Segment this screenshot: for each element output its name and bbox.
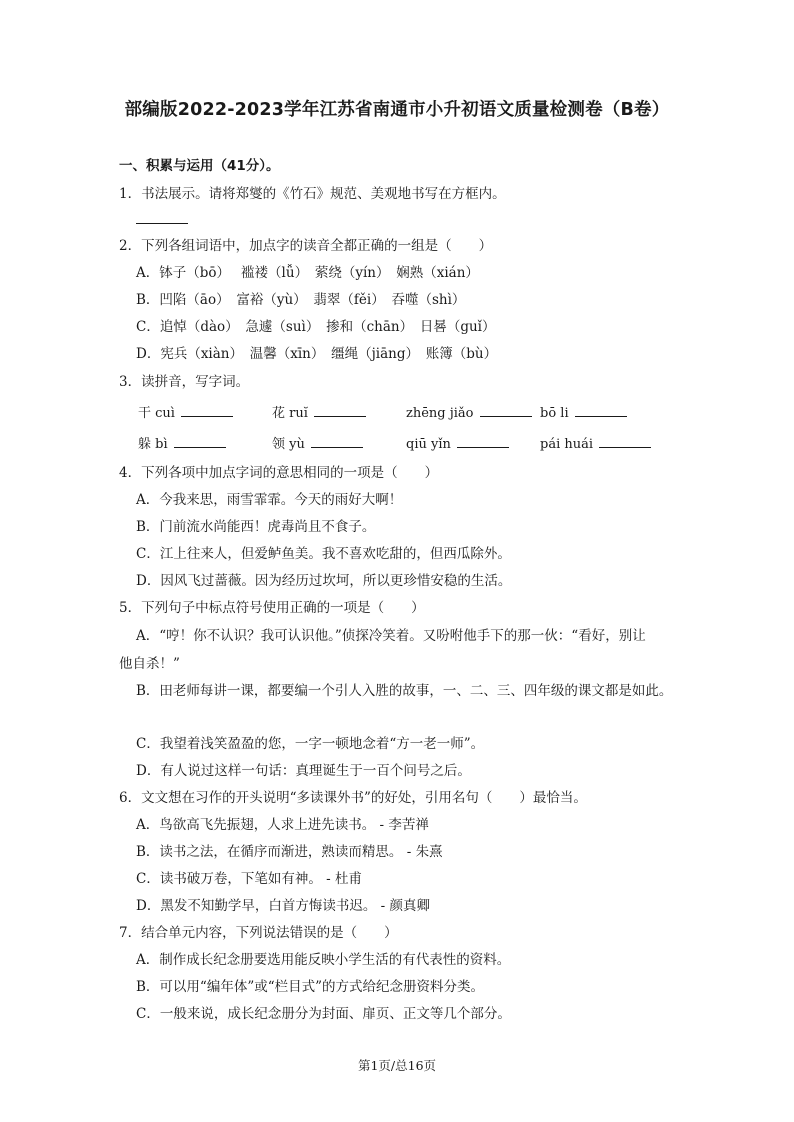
option-b: B．凹陷（āo） 富裕（yù） 翡翠（fěi） 吞噬（shì） (136, 292, 466, 308)
option-a: A．“哼！你不认识？我可认识他。”侦探冷笑着。又吩咐他手下的那一伙：“看好，别让 (136, 628, 646, 644)
pinyin-item: qiū yǐn (406, 435, 509, 454)
question-1: 1．书法展示。请将郑燮的《竹石》规范、美观地书写在方框内。 (119, 186, 506, 202)
pinyin-item: bō li (540, 404, 627, 423)
question-5: 5．下列句子中标点符号使用正确的一项是（ ） (119, 600, 425, 616)
answer-blank (136, 211, 188, 229)
option-b: B．门前流水尚能西！虎毒尚且不食子。 (136, 519, 376, 535)
option-a-continued: 他自杀！” (119, 656, 180, 672)
option-a: A．钵子（bō） 褴褛（lǚ） 萦绕（yín） 娴熟（xián） (136, 265, 479, 281)
answer-line (480, 404, 532, 417)
answer-line (181, 404, 233, 417)
page-number: 第1页/总16页 (357, 1058, 437, 1073)
option-a: A．今我来思，雨雪霏霏。今天的雨好大啊！ (136, 492, 403, 508)
question-4: 4．下列各项中加点字词的意思相同的一项是（ ） (119, 465, 439, 481)
pinyin-item: 花 ruĭ (272, 404, 366, 423)
question-3: 3．读拼音，写字词。 (119, 374, 250, 390)
option-b: B．田老师每讲一课，都要编一个引人入胜的故事，一、二、三、四年级的课文都是如此。 (136, 683, 673, 699)
answer-line (311, 435, 363, 448)
option-b: B．可以用“编年体”或“栏目式”的方式给纪念册资料分类。 (136, 979, 485, 995)
document-title: 部编版2022-2023学年江苏省南通市小升初语文质量检测卷（B卷） (124, 100, 670, 120)
option-d: D．黑发不知勤学早，白首方悔读书迟。 - 颜真卿 (136, 898, 430, 914)
question-2: 2．下列各组词语中，加点字的读音全都正确的一组是（ ） (119, 238, 493, 254)
question-7: 7．结合单元内容，下列说法错误的是（ ） (119, 925, 398, 941)
option-c: C．追悼（dào） 急遽（suì） 掺和（chān） 日晷（guǐ） (136, 319, 496, 335)
option-c: C．我望着浅笑盈盈的您，一字一顿地念着“方一老一师”。 (136, 736, 485, 752)
option-d: D．因风飞过蔷薇。因为经历过坎坷，所以更珍惜安稳的生活。 (136, 573, 512, 589)
option-d: D．有人说过这样一句话：真理诞生于一百个问号之后。 (136, 763, 471, 779)
option-c: C．江上往来人，但爱鲈鱼美。我不喜欢吃甜的，但西瓜除外。 (136, 546, 511, 562)
option-c: C．一般来说，成长纪念册分为封面、扉页、正文等几个部分。 (136, 1006, 511, 1022)
section-heading: 一、积累与运用（41分）。 (119, 158, 280, 174)
answer-line (457, 435, 509, 448)
answer-line (575, 404, 627, 417)
option-c: C．读书破万卷，下笔如有神。 - 杜甫 (136, 871, 362, 887)
answer-line (599, 435, 651, 448)
option-b: B．读书之法，在循序而渐进，熟读而精思。 - 朱熹 (136, 844, 443, 860)
pinyin-item: zhēng jiǎo (406, 404, 532, 423)
answer-line (136, 211, 188, 224)
pinyin-item: pái huái (540, 435, 651, 454)
answer-line (174, 435, 226, 448)
pinyin-item: 领 yù (272, 435, 363, 454)
pinyin-item: 干 cuì (138, 404, 233, 423)
option-a: A．鸟欲高飞先振翅，人求上进先读书。 - 李苦禅 (136, 817, 429, 833)
option-a: A．制作成长纪念册要选用能反映小学生活的有代表性的资料。 (136, 952, 511, 968)
question-6: 6．文文想在习作的开头说明“多读课外书”的好处，引用名句（ ）最恰当。 (119, 790, 587, 806)
answer-line (314, 404, 366, 417)
option-d: D．宪兵（xiàn） 温馨（xīn） 缰绳（jiāng） 账簿（bù） (136, 346, 498, 362)
pinyin-item: 躲 bì (138, 435, 226, 454)
